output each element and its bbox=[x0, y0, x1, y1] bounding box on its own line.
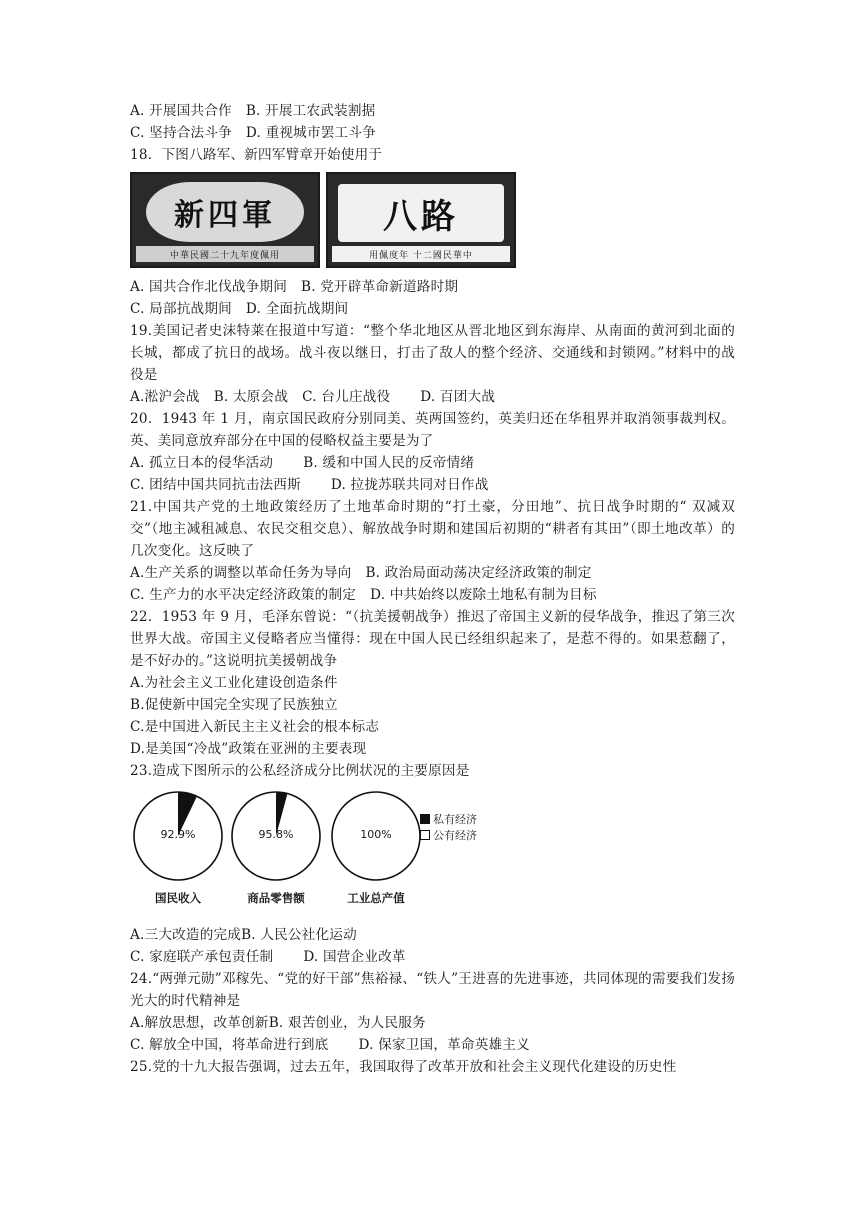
q18-option-d[interactable]: D. 全面抗战期间 bbox=[245, 301, 349, 317]
pie-caption: 国民收入 bbox=[155, 891, 201, 905]
q23-option-a[interactable]: A.三大改造的完成 bbox=[130, 927, 242, 943]
q22-stem: 22．1953 年 9 月，毛泽东曾说：“（抗美援朝战争）推迟了帝国主义新的侵华战争，推迟了第三次世界大战。帝国主义侵略者应当懂得：现在中国人民已经组织起来了，是惹不得的。如果惹翻了，是不好办的。”这说明抗美援朝战争 bbox=[130, 609, 735, 669]
q21-option-d[interactable]: D. 中共始终以废除土地私有制为目标 bbox=[370, 587, 597, 603]
q18-option-b[interactable]: B. 党开辟革命新道路时期 bbox=[301, 279, 459, 295]
q18-option-c[interactable]: C. 局部抗战期间 bbox=[130, 301, 232, 317]
q23-option-d[interactable]: D. 国营企业改革 bbox=[303, 949, 406, 965]
q17-option-c[interactable]: C. 坚持合法斗争 bbox=[130, 125, 232, 141]
q19-option-b[interactable]: B. 太原会战 bbox=[213, 389, 289, 405]
q20-options-row2 bbox=[130, 474, 735, 496]
pie-value-label: 95.8% bbox=[258, 828, 294, 841]
economy-pie-charts bbox=[130, 790, 735, 918]
armband-images bbox=[130, 172, 735, 268]
q17-option-d[interactable]: D. 重视城市罢工斗争 bbox=[245, 125, 376, 141]
armband-title: 新四軍 bbox=[146, 182, 304, 242]
q20-option-d[interactable]: D. 拉拢苏联共同对日作战 bbox=[330, 477, 489, 493]
q19-options bbox=[130, 386, 735, 408]
q18-stem: 18．下图八路军、新四军臂章开始使用于 bbox=[130, 147, 383, 163]
legend-item-public bbox=[420, 828, 477, 844]
armband-strip: 中華民國二十九年度佩用 bbox=[136, 246, 314, 262]
q18-options-row2 bbox=[130, 298, 735, 320]
q19-option-c[interactable]: C. 台儿庄战役 bbox=[302, 389, 391, 405]
q17-options-row2 bbox=[130, 122, 735, 144]
armband-title: 八路 bbox=[338, 184, 504, 242]
pie-chart bbox=[230, 790, 322, 882]
q18-options-row1 bbox=[130, 276, 735, 298]
legend-label-public: 公有经济 bbox=[433, 829, 477, 842]
pie-value-label: 92.9% bbox=[160, 828, 196, 841]
q20-option-b[interactable]: B. 缓和中国人民的反帝情绪 bbox=[303, 455, 475, 471]
q22-option-c[interactable]: C.是中国进入新民主主义社会的根本标志 bbox=[130, 719, 380, 735]
q22-option-a[interactable]: A.为社会主义工业化建设创造条件 bbox=[130, 675, 338, 691]
q20-options-row1 bbox=[130, 452, 735, 474]
chart-legend bbox=[420, 812, 477, 844]
q24-option-a[interactable]: A.解放思想，改革创新 bbox=[130, 1015, 269, 1031]
pie-caption: 商品零售额 bbox=[247, 891, 305, 905]
q21-stem: 21.中国共产党的土地政策经历了土地革命时期的“打土豪，分田地”、抗日战争时期的“ 双减双交”（地主减租减息、农民交租交息）、解放战争时期和建国后初期的“耕者有其田”（即土地改革）的几次变化。这反映了 bbox=[130, 499, 735, 559]
q24-option-b[interactable]: B. 艰苦创业，为人民服务 bbox=[268, 1015, 426, 1031]
q19-option-d[interactable]: D. 百团大战 bbox=[420, 389, 496, 405]
q24-option-d[interactable]: D. 保家卫国，革命英雄主义 bbox=[358, 1037, 530, 1053]
armband-strip: 用佩度年 十二國民華中 bbox=[332, 246, 510, 262]
q21-options-row2 bbox=[130, 584, 735, 606]
q21-option-a[interactable]: A.生产关系的调整以革命任务为导向 bbox=[130, 565, 352, 581]
q24-options-row2 bbox=[130, 1034, 735, 1056]
q23-option-c[interactable]: C. 家庭联产承包责任制 bbox=[130, 949, 274, 965]
q23-options-row1 bbox=[130, 924, 735, 946]
legend-label-private: 私有经济 bbox=[433, 813, 477, 826]
new-fourth-army-armband bbox=[130, 172, 320, 268]
q24-option-c[interactable]: C. 解放全中国，将革命进行到底 bbox=[130, 1037, 329, 1053]
q25-stem: 25.党的十九大报告强调，过去五年，我国取得了改革开放和社会主义现代化建设的历史性 bbox=[130, 1059, 677, 1075]
q17-option-b[interactable]: B. 开展工农武装割据 bbox=[245, 103, 376, 119]
q23-option-b[interactable]: B. 人民公社化运动 bbox=[241, 927, 357, 943]
q19-option-a[interactable]: A.淞沪会战 bbox=[130, 389, 200, 405]
pie-chart bbox=[132, 790, 224, 882]
q23-options-row2 bbox=[130, 946, 735, 968]
q20-option-c[interactable]: C. 团结中国共同抗击法西斯 bbox=[130, 477, 301, 493]
q21-option-b[interactable]: B. 政治局面动荡决定经济政策的制定 bbox=[365, 565, 592, 581]
q21-option-c[interactable]: C. 生产力的水平决定经济政策的制定 bbox=[130, 587, 357, 603]
q23-stem: 23.造成下图所示的公私经济成分比例状况的主要原因是 bbox=[130, 763, 470, 779]
q17-option-a[interactable]: A. 开展国共合作 bbox=[130, 103, 232, 119]
q24-stem: 24.“两弹元勋”邓稼先、“党的好干部”焦裕禄、“铁人”王进喜的先进事迹，共同体现的需要我们发扬光大的时代精神是 bbox=[130, 971, 735, 1009]
q21-options-row1 bbox=[130, 562, 735, 584]
q17-options-row1 bbox=[130, 100, 735, 122]
pie-caption: 工业总产值 bbox=[347, 891, 405, 905]
pie-chart bbox=[330, 790, 422, 882]
legend-item-private bbox=[420, 812, 477, 828]
q24-options-row1 bbox=[130, 1012, 735, 1034]
q20-stem: 20．1943 年 1 月，南京国民政府分别同美、英两国签约，英美归还在华租界并取消领事裁判权。英、美同意放弃部分在中国的侵略权益主要是为了 bbox=[130, 411, 735, 449]
eighth-route-army-armband bbox=[326, 172, 516, 268]
q22-option-b[interactable]: B.促使新中国完全实现了民族独立 bbox=[130, 697, 338, 713]
q20-option-a[interactable]: A. 孤立日本的侵华活动 bbox=[130, 455, 274, 471]
pie-value-label: 100% bbox=[360, 828, 392, 841]
exam-page bbox=[130, 100, 735, 1078]
q19-stem: 19.美国记者史沫特莱在报道中写道：“整个华北地区从晋北地区到东海岸、从南面的黄河到北面的长城，都成了抗日的战场。战斗夜以继日，打击了敌人的整个经济、交通线和封锁网。”材料中的战役是 bbox=[130, 323, 735, 383]
q18-option-a[interactable]: A. 国共合作北伐战争期间 bbox=[130, 279, 287, 295]
q22-option-d[interactable]: D.是美国“冷战”政策在亚洲的主要表现 bbox=[130, 741, 367, 757]
